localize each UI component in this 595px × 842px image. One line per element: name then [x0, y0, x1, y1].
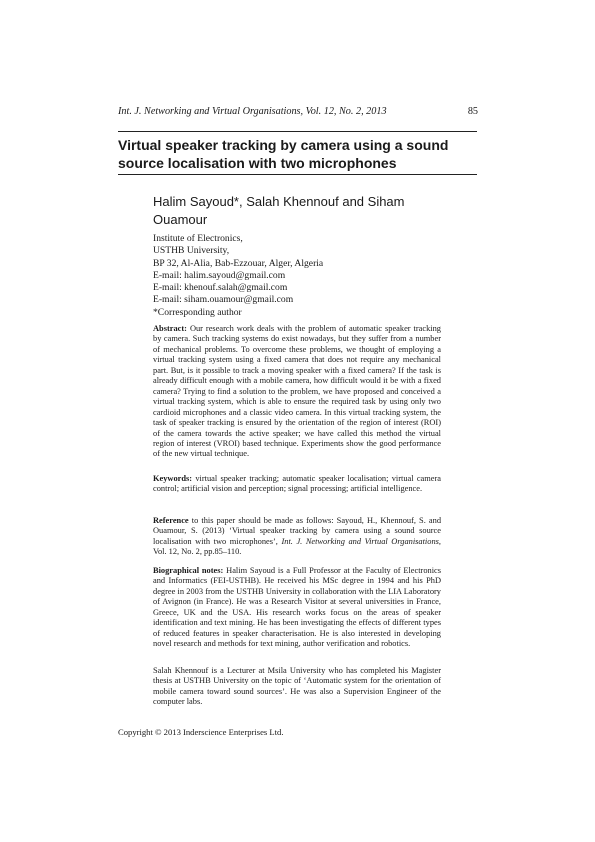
paper-title: Virtual speaker tracking by camera using a sound source localisation with two microphones [118, 137, 449, 171]
title-rule-bottom [118, 174, 477, 175]
corresponding-author-note: *Corresponding author [153, 306, 242, 318]
affiliation-email-1: E-mail: halim.sayoud@gmail.com [153, 269, 286, 281]
affiliation-university: USTHB University, [153, 245, 230, 257]
affiliation-block [153, 233, 453, 319]
biographical-notes [153, 566, 441, 650]
title-rule-top [118, 131, 477, 132]
keywords-text: virtual speaker tracking; automatic speaker localisation; virtual camera control; artificial vision and perception; signal processing; artificial intelligence. [153, 474, 442, 494]
reference-text: to this paper should be made as follows: Sayoud, H., Khennouf, S. and Ouamour, S. (2013) ‘Virtual speaker tracking by camera using a sound source localisation with two microphones’, [153, 516, 442, 546]
keywords-label: Keywords: [153, 474, 193, 483]
bio-text-sayoud: Halim Sayoud is a Full Professor at the Faculty of Electronics and Informatics (FEI-USTHB). He received his MSc degree in 1994 and his PhD degree in 2003 from the USTHB University in collaboration with the LIA Laboratory of Avignon (in France). He was a Research Visitor at several universities in France, Greece, UK and the USA. His research works focus on the areas of speaker identification and text mining. He has been investigating the effects of different types of reduced features in speaker characterisation. He is also interested in developing novel research and methods for text mining, author verification and robotics. [153, 566, 442, 649]
affiliation-email-3: E-mail: siham.ouamour@gmail.com [153, 294, 294, 306]
reference-label: Reference [153, 516, 189, 525]
affiliation-address: BP 32, Al-Alia, Bab-Ezzouar, Alger, Algeria [153, 257, 324, 269]
abstract-text: Our research work deals with the problem of automatic speaker tracking by camera. Such tracking systems do exist nowadays, but they suffer from a number of mechanical problems. To overcome these problems, we thought of employing a virtual tracking system using a fixed camera that does not require any mechanical part. But, is it possible to track a moving speaker with a fixed camera? If the task is already difficult enough with a mobile camera, how difficult would it be with a fixed camera? Trying to find a solution to the problem, we have proposed and conceived a virtual tracking system, which is able to ensure the required task by using only two cardioid microphones and a classic video camera. In this virtual tracking system, the task of speaker tracking is ensured by the orientation of the region of interest (ROI) of the camera towards the active speaker; we have called this method the virtual region of interest (VROI) based technique. Experiments show the good performance of the new virtual technique. [153, 324, 441, 459]
page-number: 85 [467, 106, 478, 117]
reference-volume: , Vol. 12, No. 2, pp.85–110. [153, 536, 441, 557]
running-head-journal: Int. J. Networking and Virtual Organisations, Vol. 12, No. 2, 2013 [118, 106, 387, 117]
abstract [153, 324, 441, 460]
author-list: Halim Sayoud*, Salah Khennouf and Siham Ouamour [153, 194, 405, 227]
copyright-notice: Copyright © 2013 Inderscience Enterprises Ltd. [118, 727, 284, 737]
affiliation-email-2: E-mail: khenouf.salah@gmail.com [153, 282, 288, 294]
affiliation-institute: Institute of Electronics, [153, 233, 243, 244]
bio-khennouf: Salah Khennouf is a Lecturer at Msila University who has completed his Magister thesis at USTHB University on the topic of ‘Automatic system for the orientation of mobile camera toward sound sources’. He was also a Supervision Engineer of the computer labs. [153, 666, 441, 707]
reference-journal: Int. J. Networking and Virtual Organisations [281, 536, 439, 546]
bio-label: Biographical notes: [153, 566, 224, 575]
keywords [153, 474, 441, 495]
abstract-label: Abstract: [153, 324, 187, 333]
citation-reference [153, 516, 441, 558]
